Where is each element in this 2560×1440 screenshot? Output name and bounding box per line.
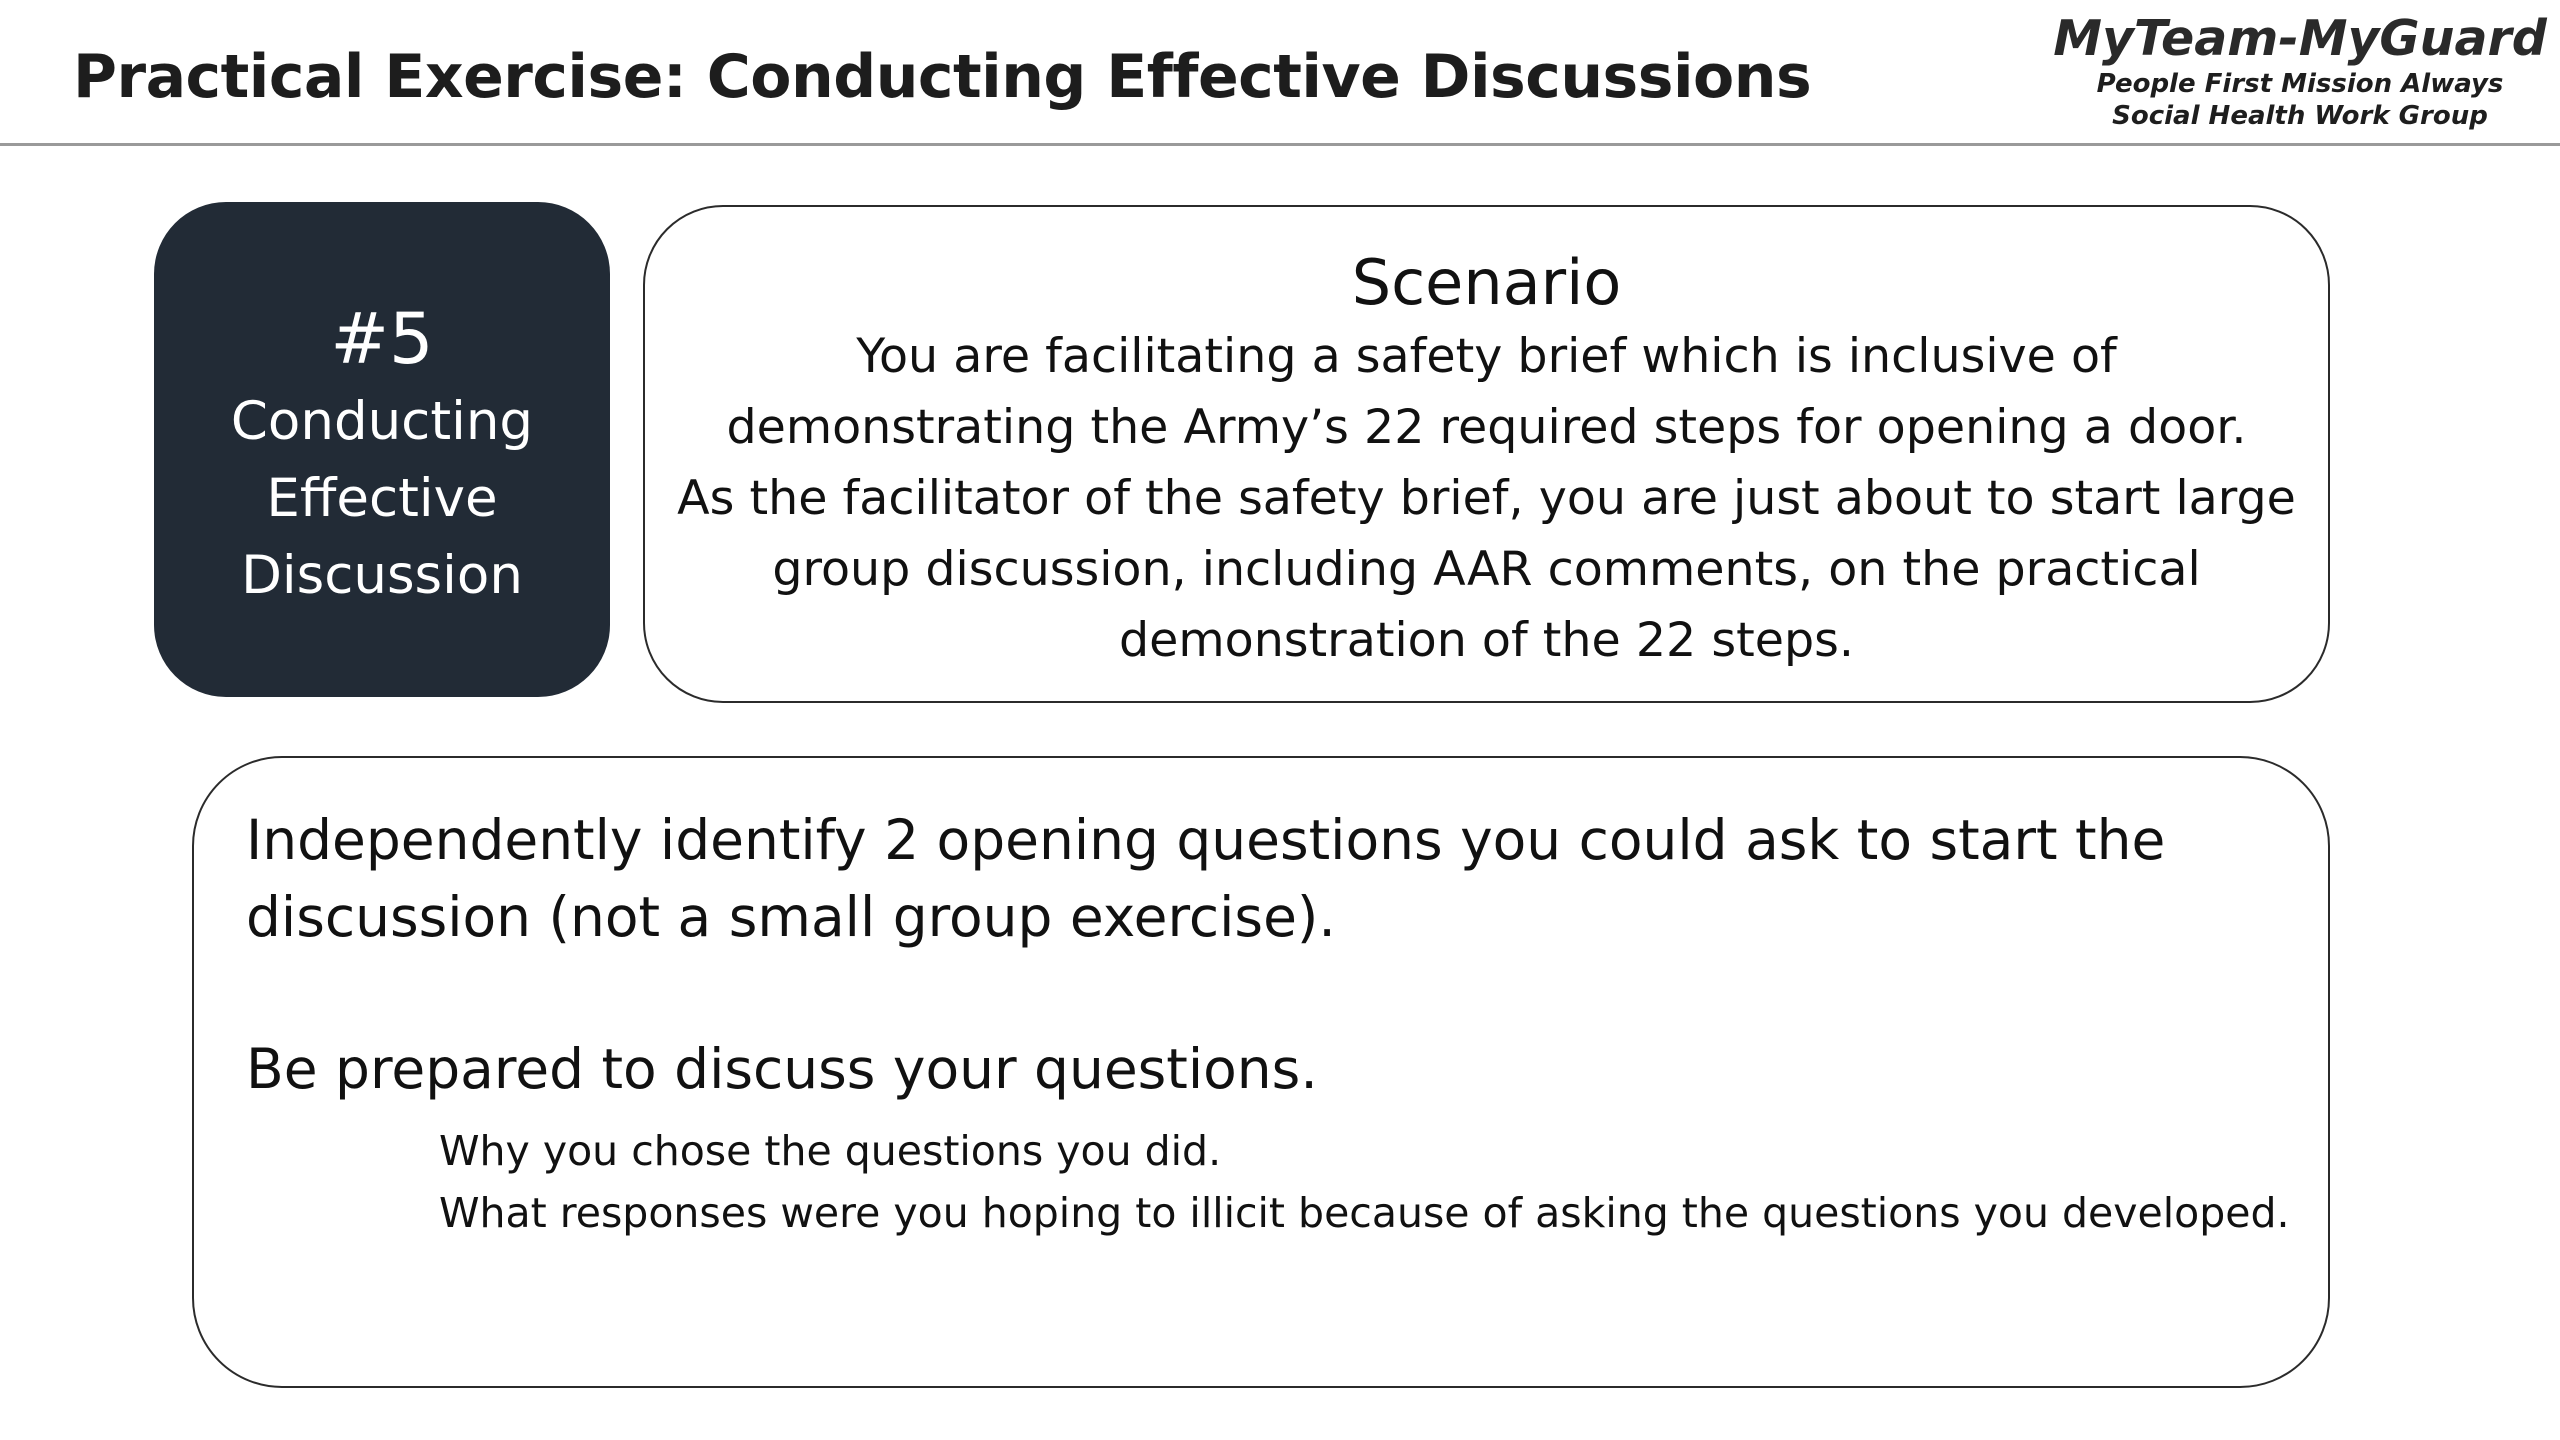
header-divider	[0, 143, 2560, 146]
badge-label-line: Effective	[266, 468, 498, 529]
scenario-line: demonstrating the Army’s 22 required steps for opening a door.	[726, 400, 2247, 455]
scenario-line: You are facilitating a safety brief which is inclusive of	[856, 329, 2117, 384]
scenario-line: demonstration of the 22 steps.	[1119, 613, 1854, 668]
task-sublist	[246, 1120, 2288, 1244]
task-subitem: What responses were you hoping to illicit because of asking the questions you developed.	[439, 1189, 2290, 1237]
badge-label-line: Discussion	[241, 545, 523, 606]
myteam-myguard-logo	[2040, 10, 2560, 132]
logo-tagline: People First Mission Always	[2096, 69, 2504, 99]
scenario-line: As the facilitator of the safety brief, you are just about to start large	[677, 471, 2296, 526]
logo-name: MyTeam-MyGuard	[2053, 10, 2547, 67]
scenario-text	[665, 321, 2308, 676]
task-instruction-line: Independently identify 2 opening questions you could ask to start the	[246, 808, 2166, 872]
task-box	[192, 756, 2330, 1388]
exercise-number-badge	[154, 202, 610, 697]
page-title: Practical Exercise: Conducting Effective Discussions	[73, 42, 1812, 112]
task-instruction-line: discussion (not a small group exercise).	[246, 885, 1336, 949]
scenario-line: group discussion, including AAR comments, on the practical	[772, 542, 2201, 597]
task-subitem: Why you chose the questions you did.	[439, 1127, 1222, 1175]
logo-group: Social Health Work Group	[2112, 101, 2488, 131]
task-prepare-text: Be prepared to discuss your questions.	[246, 1037, 1318, 1101]
badge-label-line: Conducting	[230, 391, 534, 452]
scenario-title: Scenario	[1351, 246, 1622, 319]
scenario-box	[643, 205, 2330, 703]
badge-number: #5	[330, 298, 434, 380]
